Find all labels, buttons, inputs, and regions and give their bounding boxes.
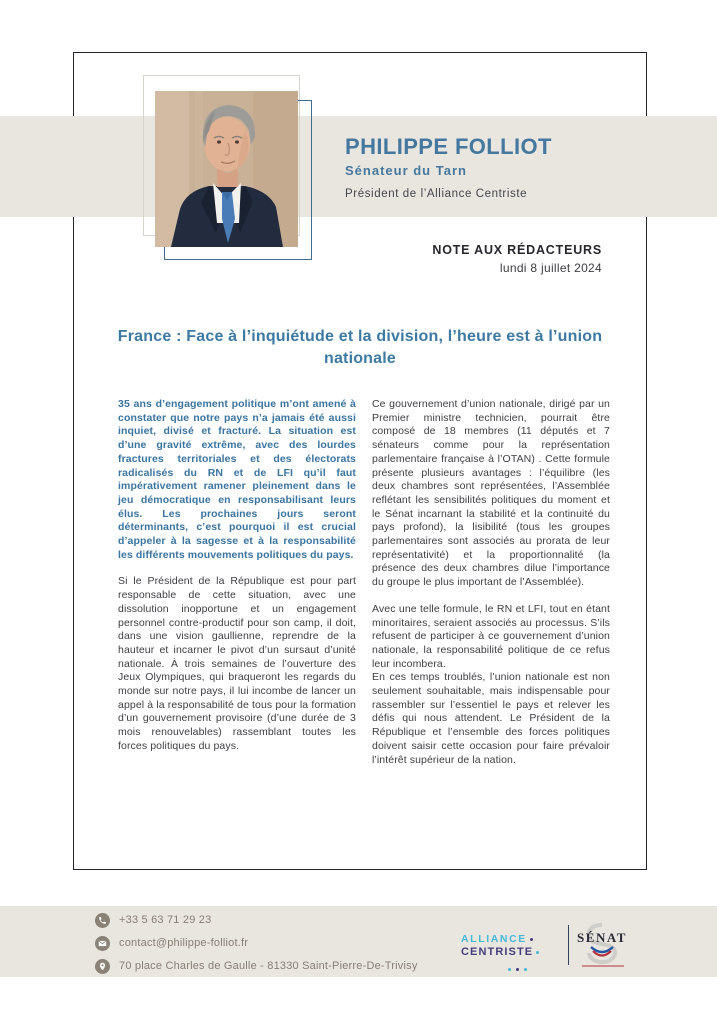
contact-phone-row <box>95 912 418 928</box>
document-title: France : Face à l’inquiétude et la division, l’heure est à l’union nationale <box>117 328 603 367</box>
paragraph: Ce gouvernement d’union nationale, dirigé par un Premier ministre technicien, pourrait être composé de 18 membres (11 députés et 7 sénateurs comme pour la représentation parlementaire française à l’OTAN) . Cette formule présente plusieurs avantages : l’équilibre (les deux chambres sont représentées, l’Assemblée reflétant les sensibilités politiques du moment et le Sénat incarnant la stabilité et la continuité du pays profond), la lisibilité (tous les groupes parlementaires sont associés au prorata de leur représentativité) et la proportionnalité (la présence des deux chambres dilue l’importance du groupe le plus important de l’Assemblée). <box>372 398 610 589</box>
paragraph: Avec une telle formule, le RN et LFI, tout en étant minoritaires, seraient associés au processus. S’ils refusent de participer à ce gouvernement d’union nationale, la responsabilité politique de ce refus leur incombera. <box>372 602 610 670</box>
paragraph: 35 ans d’engagement politique m’ont amené à constater que notre pays n’a jamais été aussi inquiet, divisé et fracturé. La situation est d’une gravité extrême, avec des lourdes fractures territoriales et des électorats radicalisés du RN et de LFI qu’il faut impérativement ramener pleinement dans le jeu démocratique en responsabilisant leurs élus. Les prochaines jours seront déterminants, c’est pourquoi il est crucial d’appeler à la sagesse et à la responsabilité les différents mouvements politiques du pays. <box>118 398 356 561</box>
paragraph: Si le Président de la République est pour part responsable de cette situation, avec une dissolution inopportune et un engagement personnel contre-productif pour son camp, il doit, dans une vision gaullienne, reprendre de la hauteur et incarner le pivot d’un sursaut d’unité nationale. À trois semaines de l’ouverture des Jeux Olympiques, qui braqueront les regards du monde sur notre pays, il lui incombe de lancer un appel à la responsabilité de tous pour la formation d’un gouvernement provisoire (d’une durée de 3 mois renouvelables) rassemblant toutes les forces politiques du pays. <box>118 575 356 752</box>
portrait-photo <box>155 91 298 247</box>
body-columns <box>118 398 610 767</box>
postal-address: 70 place Charles de Gaulle - 81330 Saint-Pierre-De-Trivisy <box>119 960 418 972</box>
header-identity <box>345 134 552 200</box>
phone-number: +33 5 63 71 29 23 <box>119 914 212 926</box>
note-label: NOTE AUX RÉDACTEURS <box>432 243 602 257</box>
logo-dot <box>530 938 533 941</box>
note-date: lundi 8 juillet 2024 <box>499 261 602 275</box>
person-role: Sénateur du Tarn <box>345 163 467 178</box>
portrait-block <box>143 75 318 265</box>
contact-address-row <box>95 958 418 974</box>
alliance-logo-line1: ALLIANCE <box>461 933 539 945</box>
logo-dot <box>536 951 539 954</box>
svg-text:SÉNAT: SÉNAT <box>577 930 627 945</box>
person-name: PHILIPPE FOLLIOT <box>345 134 552 159</box>
location-pin-icon <box>95 959 110 974</box>
contact-block <box>95 912 418 981</box>
right-column <box>372 398 610 767</box>
alliance-logo-line2: CENTRISTE <box>461 946 539 958</box>
logo-divider-line <box>568 925 569 965</box>
alliance-centriste-logo <box>461 933 539 979</box>
contact-email-row <box>95 935 418 951</box>
senat-logo <box>576 921 628 974</box>
note-header <box>432 243 602 275</box>
person-org-title: Président de l’Alliance Centriste <box>345 188 528 200</box>
paragraph: En ces temps troublés, l’union nationale est non seulement souhaitable, mais indispensable pour rassembler sur l’essentiel le pays et relever les défis qui nous attendent. Le Président de la République et l’ensemble des forces politiques doivent saisir cette occasion pour faire prévaloir l’intérêt supérieur de la nation. <box>372 671 610 766</box>
phone-icon <box>95 913 110 928</box>
email-address: contact@philippe-folliot.fr <box>119 937 249 949</box>
envelope-icon <box>95 936 110 951</box>
alliance-logo-dots <box>461 961 539 979</box>
left-column <box>118 398 356 767</box>
